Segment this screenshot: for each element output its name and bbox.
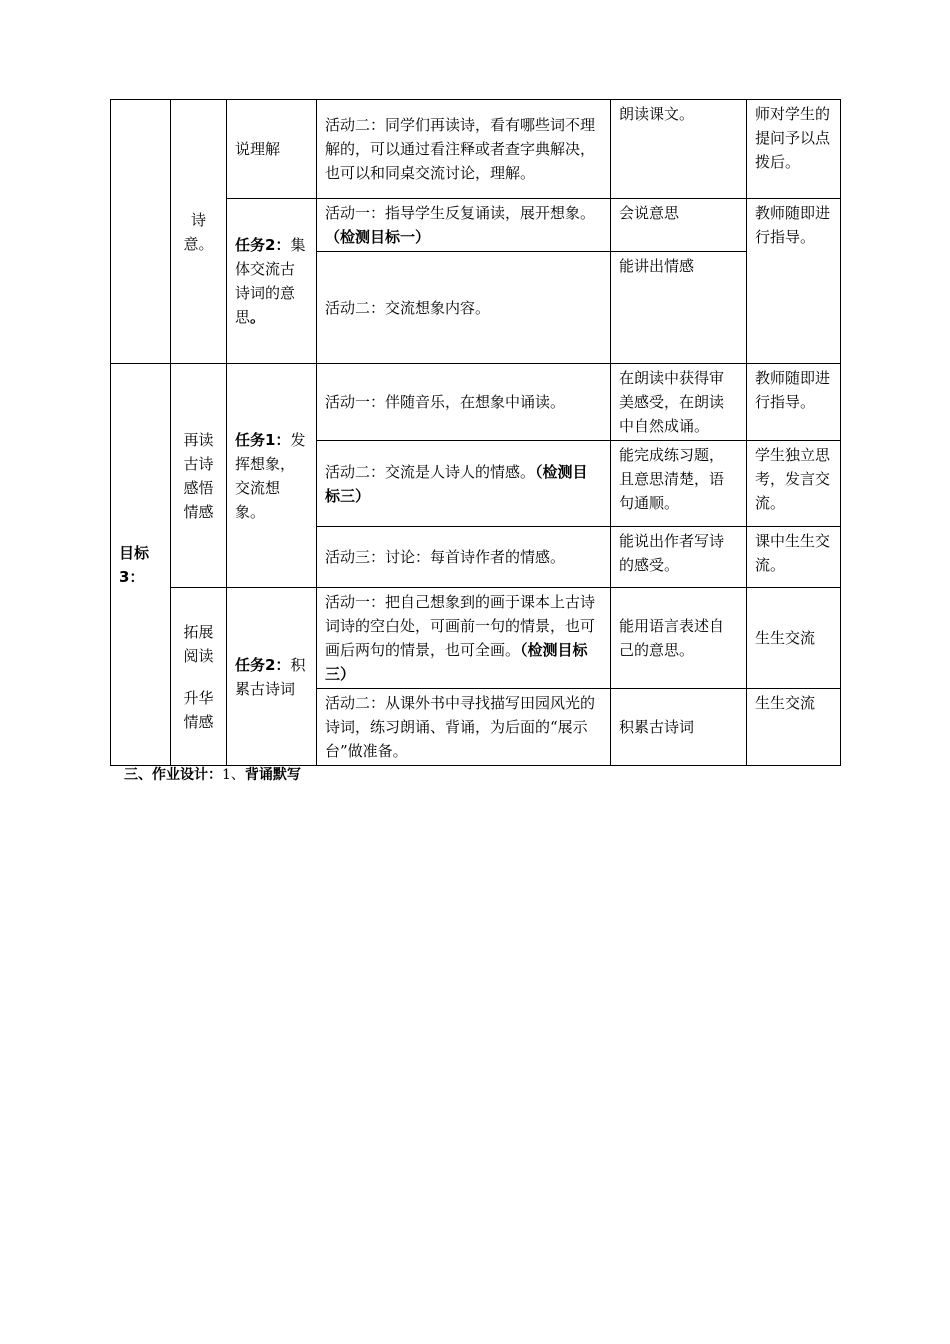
task-label: 任务2： [235,236,291,254]
evaluation-cell: 在朗读中获得审美感受，在朗读中自然成诵。 [611,364,747,441]
teacher-cell: 生生交流 [747,689,841,766]
table-row [111,100,841,199]
activity-check: （检测目标三） [325,462,588,505]
task-label: 任务2： [235,655,291,674]
teacher-cell: 教师随即进行指导。 [747,364,841,441]
evaluation-cell: 朗读课文。 [611,100,747,199]
teacher-cell: 教师随即进行指导。 [747,199,841,364]
homework-item: 背诵默写 [244,767,301,783]
evaluation-cell: 能完成练习题，且意思清楚，语句通顺。 [611,441,747,527]
activity-cell: 活动二：交流想象内容。 [317,252,611,364]
task-label: 任务1： [235,430,291,449]
evaluation-cell: 会说意思 [611,199,747,252]
task-text: 发挥想象，交流想象。 [235,430,306,521]
activity-cell: 活动三：讨论：每首诗作者的情感。 [317,527,611,588]
teacher-cell: 课中生生交流。 [747,527,841,588]
activity-text: 活动二：交流是人诗人的情感。 [325,462,536,481]
activity-cell: 活动一：伴随音乐，在想象中诵读。 [317,364,611,441]
activity-cell [317,441,611,527]
lesson-plan-table [110,99,841,766]
task-cell: 说理解 [227,100,317,199]
task-end: 。 [250,308,266,326]
activity-cell: 活动二：从课外书中寻找描写田园风光的诗词，练习朗诵、背诵，为后面的“展示台”做准备。 [317,689,611,766]
task-text: 积累古诗词 [235,655,306,698]
homework-heading: 三、作业设计： [124,767,222,783]
goal-label: 目标3： [119,543,150,586]
step-cell: 诗意。 [171,100,227,364]
step-cell: 再读古诗感悟情感 [171,364,227,588]
homework-number: 1、 [222,767,245,783]
teacher-cell: 学生独立思考，发言交流。 [747,441,841,527]
homework-section [124,764,301,786]
activity-cell [317,199,611,252]
activity-cell: 活动二：同学们再读诗，看有哪些词不理解的，可以通过看注释或者查字典解决，也可以和同桌交流讨论，理解。 [317,100,611,199]
activity-check: （检测目标三） [325,641,588,683]
task-cell [227,588,317,766]
evaluation-cell: 能说出作者写诗的感受。 [611,527,747,588]
evaluation-cell: 能讲出情感 [611,252,747,364]
activity-cell [317,588,611,689]
teacher-cell: 师对学生的提问予以点拨后。 [747,100,841,199]
step-line: 升华情感 [183,688,214,731]
evaluation-cell: 积累古诗词 [611,689,747,766]
activity-text: 活动一：指导学生反复诵读，展开想象。 [325,204,596,222]
table-row [111,364,841,441]
task-cell [227,364,317,588]
step-line: 拓展阅读 [183,622,214,665]
table-row [111,588,841,689]
step-cell [171,588,227,766]
activity-check: （检测目标一） [325,228,431,246]
goal-cell [111,364,171,766]
task-text: 集体交流古诗词的意思 [235,236,306,326]
goal-cell [111,100,171,364]
teacher-cell: 生生交流 [747,588,841,689]
task-cell [227,199,317,364]
evaluation-cell: 能用语言表述自己的意思。 [611,588,747,689]
activity-text: 活动一：把自己想象到的画于课本上古诗词诗的空白处，可画前一句的情景，也可画后两句的情景，也可全画。 [325,593,596,659]
